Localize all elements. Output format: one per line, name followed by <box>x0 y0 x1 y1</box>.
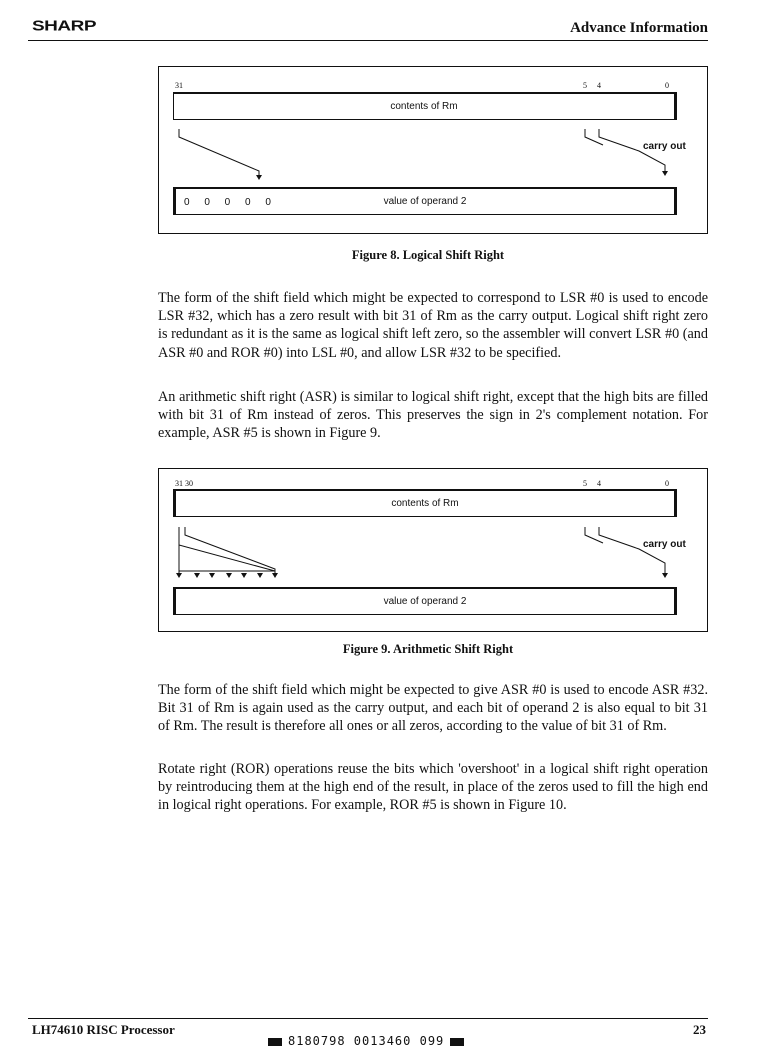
paragraph-asr: An arithmetic shift right (ASR) is similar to logical shift right, except that the high bits are filled with bit 31 of Rm instead of zeros. This preserves the sign in 2's complement notation. For example, ASR #5 is shown in Figure 9. <box>158 389 708 442</box>
header-title: Advance Information <box>570 20 708 36</box>
figure-8-caption: Figure 8. Logical Shift Right <box>351 248 505 262</box>
rm-register-label: contents of Rm <box>391 498 459 509</box>
figure-9-diagram <box>158 468 708 632</box>
paragraph-ror: Rotate right (ROR) operations reuse the bits which 'overshoot' in a logical shift right operation by reintroducing them at the high end of the result, in place of the zeros used to fill the high end in logical right operations. For example, ROR #5 is shown in Figure 10. <box>158 761 708 814</box>
zero-fill-bits: 0 0 0 0 0 <box>184 197 277 208</box>
print-mark <box>450 1038 464 1046</box>
bit-label-31-30: 31 30 <box>175 479 193 488</box>
operand2-box <box>173 587 677 615</box>
operand2-label: value of operand 2 <box>383 596 467 607</box>
print-code-text: 8180798 0013460 099 <box>288 1034 445 1048</box>
figure-8-diagram <box>158 66 708 234</box>
carry-out-label: carry out <box>643 539 686 550</box>
bit-label-0: 0 <box>665 479 669 488</box>
print-mark <box>268 1038 282 1046</box>
figure-9-caption: Figure 9. Arithmetic Shift Right <box>342 642 514 656</box>
paragraph-lsr: The form of the shift field which might be expected to correspond to LSR #0 is used to encode LSR #32, which has a zero result with bit 31 of Rm as the carry output. Logical shift right zero is redundant as it is the same as logical shift left zero, so the assembler will convert LSR #0 (and ASR #0 and ROR #0) into LSL #0, and allow LSR #32 to be specified. <box>158 290 708 361</box>
operand2-box <box>173 187 677 215</box>
page-number: 23 <box>693 1022 706 1037</box>
rm-register-label: contents of Rm <box>390 101 458 112</box>
bit-label-4: 4 <box>597 81 601 90</box>
bit-label-5: 5 <box>583 479 587 488</box>
header-rule <box>28 40 708 41</box>
carry-out-label: carry out <box>643 141 686 152</box>
bit-label-5: 5 <box>583 81 587 90</box>
bit-label-4: 4 <box>597 479 601 488</box>
print-code <box>262 1034 470 1048</box>
paragraph-asr32: The form of the shift field which might be expected to give ASR #0 is used to encode ASR #32. Bit 31 of Rm is again used as the carry output, and each bit of operand 2 is also equal to bit 31 of Rm. The result is therefore all ones or all zeros, according to the value of bit 31 of Rm. <box>158 682 708 735</box>
footer-product-name: LH74610 RISC Processor <box>32 1022 175 1037</box>
bit-label-31: 31 <box>175 81 183 90</box>
footer-rule <box>28 1018 708 1019</box>
sharp-logo: SHARP <box>32 18 97 35</box>
operand2-label: value of operand 2 <box>383 196 467 207</box>
bit-label-0: 0 <box>665 81 669 90</box>
